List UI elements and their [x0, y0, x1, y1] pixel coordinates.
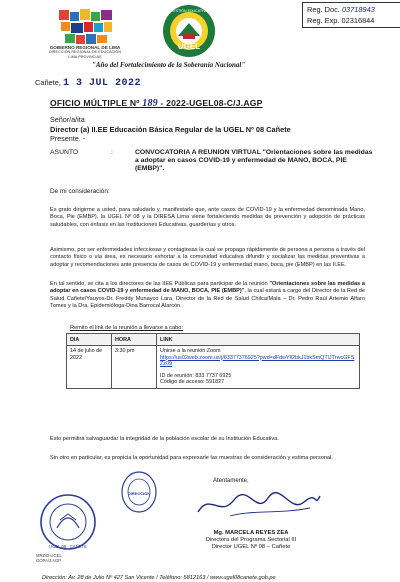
- paragraph-2: Asimismo, por ser enfermedades infecciosas y contagiosas la cual se propaga rápidamente de persona a persona a través del contacto físico o vía área, es necesario exhortar a la comunidad educativa difundir y socializar las medidas preventivas a adoptar y recomendaciones ante presencia de casos de COVID-19 y enfermedad mano, boca, pie (EMBP) en las II.EE.: [50, 247, 365, 268]
- year-motto: "Año del Fortalecimiento de la Soberanía Nacional": [92, 61, 246, 69]
- paragraph-1: Es grato dirigirme a usted, para saludarlo y, manifestarle que, ante casos de COVID-19 y la enfermedad denominada Mano, Boca, Pie (EMBP), la UGEL Nº 08 y la DIRESA Lima viene fortaleciendo medidas de prevención y adopción de prácticas saludables, con énfasis en las Instituciones Educativas, guarderías y otros.: [50, 207, 365, 228]
- cell-hora: 3:30 pm: [112, 346, 157, 389]
- reference-initials: [36, 553, 62, 563]
- brand-title: GOBIERNO REGIONAL DE LIMA: [49, 45, 121, 50]
- subject-colon: :: [111, 149, 113, 156]
- initials-line-2: GOPA/J.AGP: [36, 558, 62, 563]
- header-dia: DIA: [67, 334, 112, 346]
- greeting: De mi consideración:: [50, 188, 110, 195]
- regional-government-logo: [57, 8, 115, 46]
- oficio-suffix: - 2022-UGEL08-C/J.AGP: [160, 98, 263, 108]
- paragraph-3-end: , la cual estará a cargo del Director de la Red de Salud Cañete/Yauyos-Dr. Freddy Munayco Lara, Director de la Red de Salud Chilca/Mala – Dr. Pedro Raúl Artemio Alfaro Tomes y la Dra. Epidemióloga-Dina Barrocal Alarcón.: [50, 288, 366, 309]
- oficio-number: 189: [142, 98, 158, 109]
- ugel-logo: [161, 3, 217, 59]
- date-place: Cañete,: [35, 78, 61, 87]
- registry-doc-value: 03718943: [341, 5, 375, 14]
- ugel-ring-text: GESTIÓN EDUCATIVA: [170, 9, 208, 13]
- oficio-prefix: OFICIO MÚLTIPLE Nº: [50, 98, 140, 108]
- subject-label: ASUNTO: [50, 149, 79, 156]
- signer-role-2: Director UGEL Nº 08 – Cañete: [211, 544, 291, 550]
- registry-exp: [307, 15, 400, 26]
- brand-subtitle-2: LIMA PROVINCIAS: [68, 55, 102, 59]
- direction-seal: [120, 470, 158, 514]
- seal-left-text: UGEL 08 · CAÑETE: [49, 544, 87, 549]
- date-stamp: 1 3 JUL 2022: [62, 78, 141, 89]
- paragraph-4: Esto permitirá salvaguardar la integridad de la población escolar de su Institución Educativa.: [50, 436, 279, 442]
- cell-link: [157, 346, 360, 389]
- paragraph-5: Sin otro en particular, es propicia la oportunidad para expresarle las muestras de consideración y estima personal.: [50, 455, 333, 461]
- header-hora: HORA: [112, 334, 157, 346]
- recipient-presente: Presente. -: [50, 134, 86, 143]
- registry-doc: [307, 4, 400, 15]
- official-seal: [38, 492, 98, 552]
- seal-right-text: DIRECCIÓN: [127, 491, 151, 496]
- footer-address: Dirección: Av. 28 de Julio Nº 427 San Vicente / Teléfono: 5812163 / www.ugel08canete.gob.pe: [42, 575, 276, 581]
- regional-government-brand: [40, 45, 130, 60]
- registry-box: [302, 2, 400, 28]
- registry-exp-value: 02316844: [341, 16, 375, 25]
- registry-doc-label: Reg. Doc.: [307, 5, 340, 14]
- link-caption: Remito el link de la reunión a llevarse a cabo:: [70, 325, 183, 331]
- signer-block: [156, 530, 346, 551]
- closing: Atentamente,: [213, 478, 249, 484]
- header-link: LINK: [157, 334, 360, 346]
- recipient-line: Director (a) II.EE Educación Básica Regular de la UGEL Nº 08 Cañete: [50, 124, 291, 134]
- zoom-link[interactable]: https://us02web.zoom.us/j/83377376925?pwd=dFdwYll2bkJ1bkSmQTlJTnvcGFSZz09: [160, 354, 355, 368]
- paragraph-3: [50, 281, 365, 310]
- signer-role-1: Directora del Programa Sectorial III: [205, 537, 297, 543]
- meeting-table: [66, 333, 360, 389]
- meeting-id: ID de reunión: 833 7737 6925: [160, 372, 232, 379]
- zoom-join-label: Unirse a la reunión Zoom: [160, 348, 221, 354]
- paragraph-3-bold: "Orientaciones sobre las medidas a adoptar en casos COVID-19 y enfermedad de MANO, BOCA, PIE (EMBP)": [50, 281, 365, 295]
- ugel-logo-text: UGEL: [177, 42, 201, 51]
- registry-exp-label: Reg. Exp.: [307, 16, 340, 25]
- recipient-salutation: Señor/a/ita: [50, 115, 85, 124]
- paragraph-3-start: En tal sentido, se cita a los directores de las IIEE Públicas para participar de la reunión: [50, 281, 270, 287]
- subject-text: CONVOCATORIA A REUNION VIRTUAL "Orientaciones sobre las medidas a adoptar en casos COVID-19 y enfermedad de MANO, BOCA, PIE (EMBP)".: [135, 149, 373, 172]
- recipient-block: [50, 115, 291, 144]
- oficio-title: [50, 98, 263, 109]
- table-row: [67, 346, 360, 389]
- meeting-passcode: Código de acceso: 591827: [160, 379, 225, 386]
- meeting-table-header: [67, 334, 360, 346]
- initials-line-1: MRZ/D.UGEL: [36, 553, 62, 558]
- signature: [190, 488, 325, 522]
- cell-dia: 14 de julio de 2022: [67, 346, 112, 389]
- signer-name: Mg. MARCELA REYES ZEA: [213, 530, 289, 536]
- brand-subtitle: DIRECCIÓN REGIONAL DE EDUCACIÓN: [48, 50, 121, 54]
- document-date: [35, 78, 141, 89]
